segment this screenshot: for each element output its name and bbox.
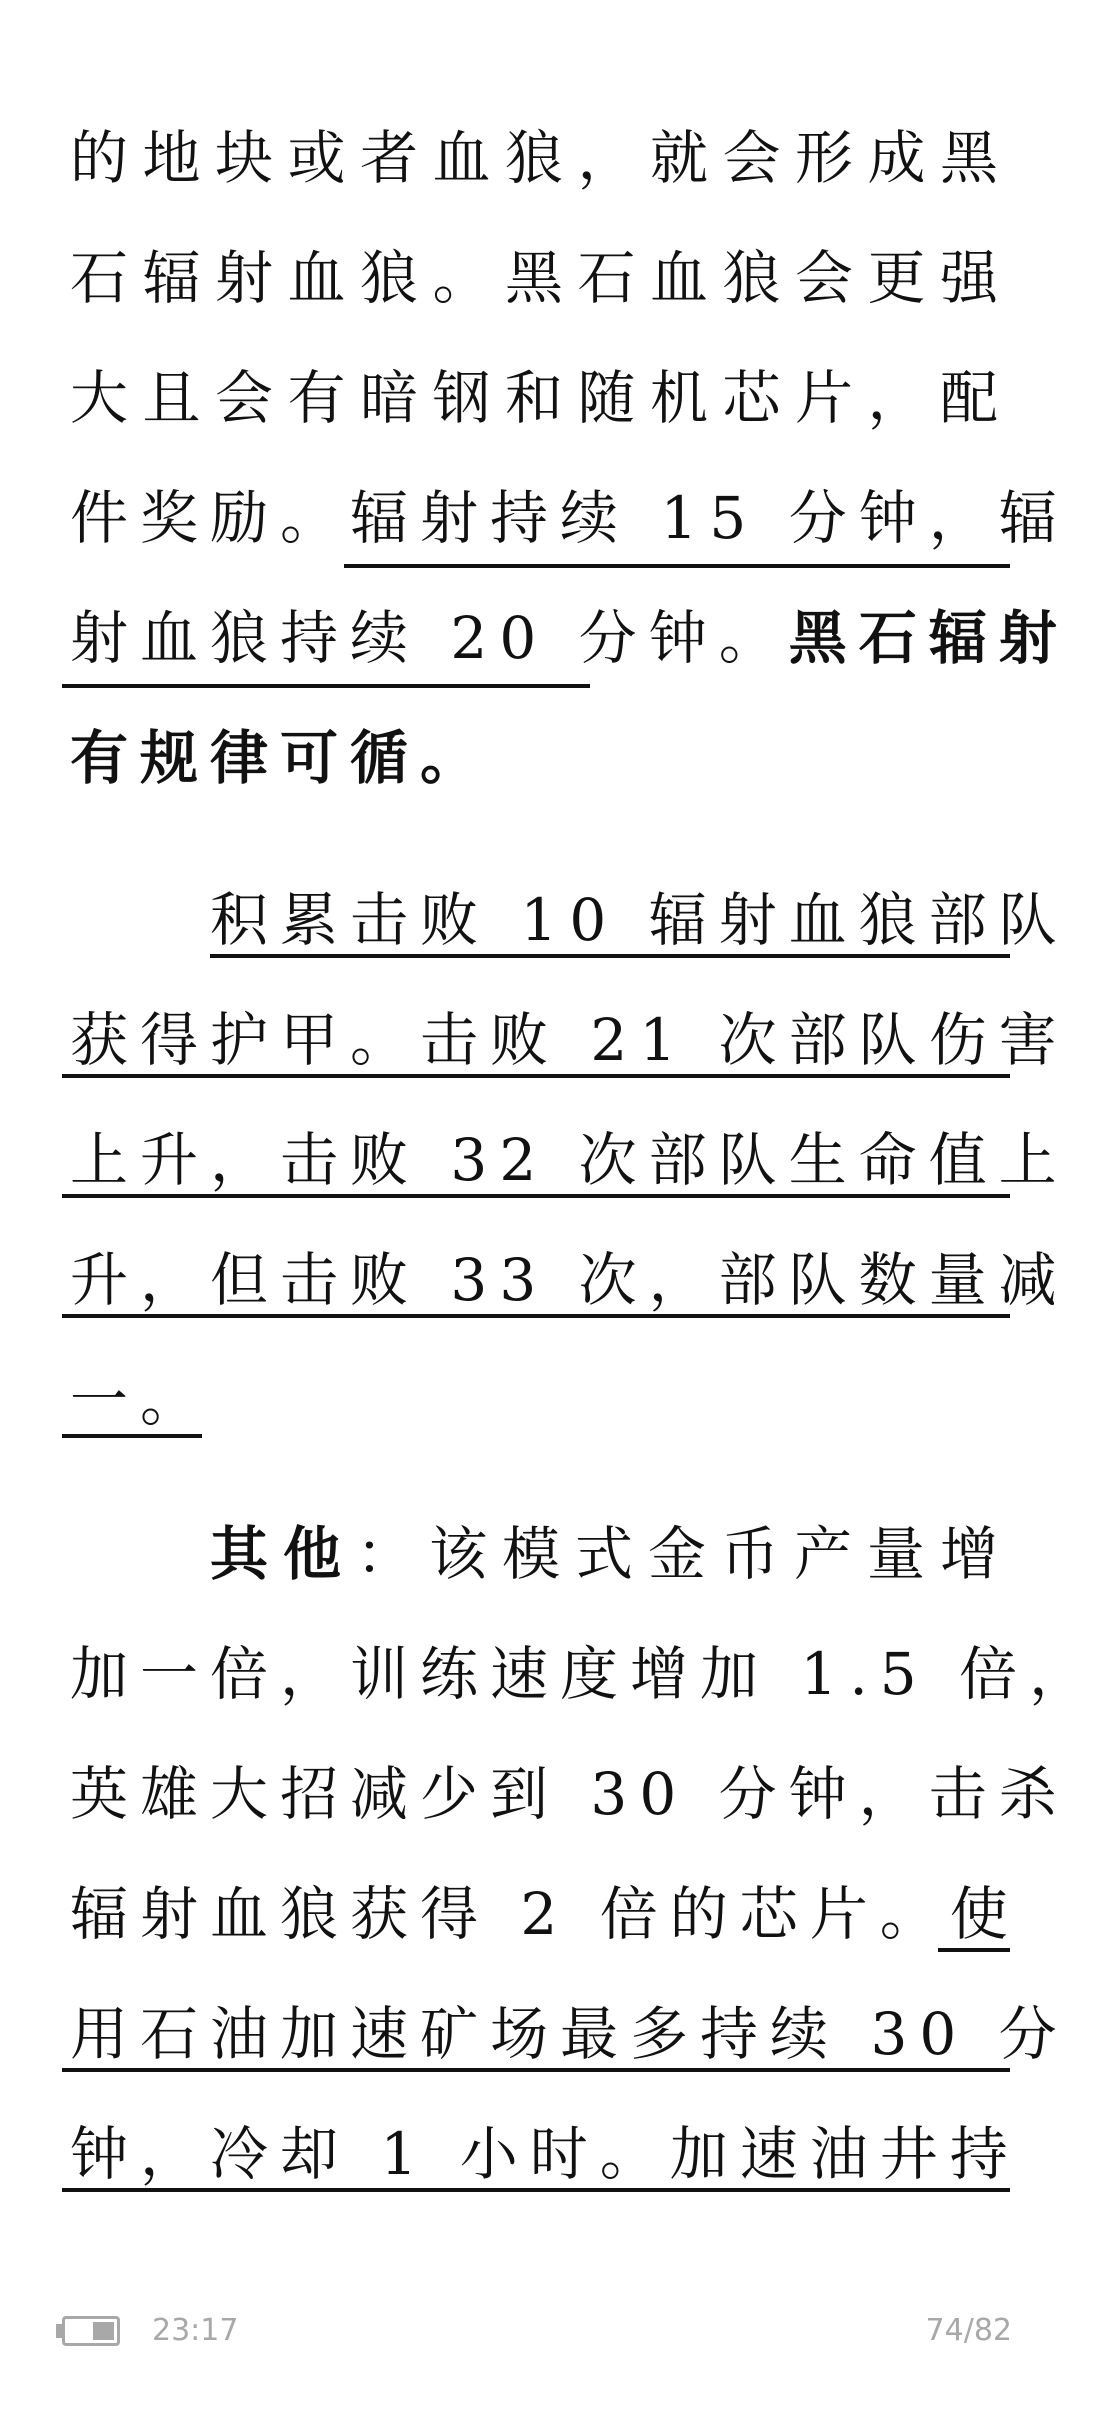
bold-text-segment: 黑石辐射 <box>788 604 1069 672</box>
text-segment: 英雄大招减少到 30 分钟，击杀 <box>70 1760 1069 1828</box>
text-segment: 件奖励。 <box>70 484 351 552</box>
text-line <box>70 1866 1020 1962</box>
text-line <box>210 1506 1010 1602</box>
text-segment: 辐射血狼获得 2 倍的芯片。 <box>70 1880 950 1948</box>
underline-mark <box>938 1948 1010 1952</box>
text-segment: 大且会有暗钢和随机芯片，配 <box>70 364 1010 432</box>
text-segment: 钟。 <box>648 604 789 672</box>
underlined-text-segment: 辐射持续 15 分钟，辐 <box>350 484 1069 552</box>
text-line <box>70 470 1069 566</box>
bold-text-segment: 有规律可循。 <box>70 724 491 792</box>
underline-mark <box>62 1434 202 1438</box>
underlined-text-segment: 钟，冷却 1 小时。加速油井持 <box>70 2120 1020 2188</box>
text-line <box>70 590 1069 686</box>
battery-cap <box>56 2324 64 2338</box>
underline-mark <box>62 2068 1010 2072</box>
bold-text-segment: 其他 <box>210 1520 356 1588</box>
underlined-text-segment: 获得护甲。击败 21 次部队伤害 <box>70 1006 1069 1074</box>
clock-time: 23:17 <box>152 2313 239 2348</box>
text-line <box>70 230 1010 326</box>
underline-mark <box>62 2188 1010 2192</box>
reader-status-bar <box>0 2300 1080 2360</box>
underline-mark <box>210 954 1010 958</box>
underline-mark <box>62 684 590 688</box>
text-line <box>70 350 1010 446</box>
text-line <box>70 710 1010 806</box>
underline-mark <box>62 1194 1010 1198</box>
underlined-text-segment: 上升，击败 32 次部队生命值上 <box>70 1126 1069 1194</box>
battery-level-fill <box>93 2322 114 2340</box>
text-segment: 加一倍，训练速度增加 1.5 倍， <box>70 1640 1099 1708</box>
underlined-text-segment: 使 <box>949 1880 1020 1948</box>
underline-mark <box>344 564 1010 568</box>
text-line <box>70 1626 1099 1722</box>
text-line <box>70 1352 1010 1448</box>
underline-mark <box>62 1314 1010 1318</box>
text-segment: 石辐射血狼。黑石血狼会更强 <box>70 244 1010 312</box>
underlined-text-segment: 用石油加速矿场最多持续 30 分 <box>70 2000 1069 2068</box>
underlined-text-segment: 一。 <box>70 1366 211 1434</box>
text-segment: ：该模式金币产量增 <box>356 1520 1010 1588</box>
underlined-text-segment: 射血狼持续 20 分 <box>70 604 649 672</box>
battery-icon <box>62 2316 120 2346</box>
text-line <box>70 1746 1069 1842</box>
underlined-text-segment: 升，但击败 33 次，部队数量减 <box>70 1246 1069 1314</box>
page-indicator: 74/82 <box>925 2313 1012 2348</box>
text-segment: 的地块或者血狼，就会形成黑 <box>70 124 1010 192</box>
text-line <box>70 110 1010 206</box>
underline-mark <box>62 1074 1010 1078</box>
underlined-text-segment: 积累击败 10 辐射血狼部队 <box>210 886 1069 954</box>
